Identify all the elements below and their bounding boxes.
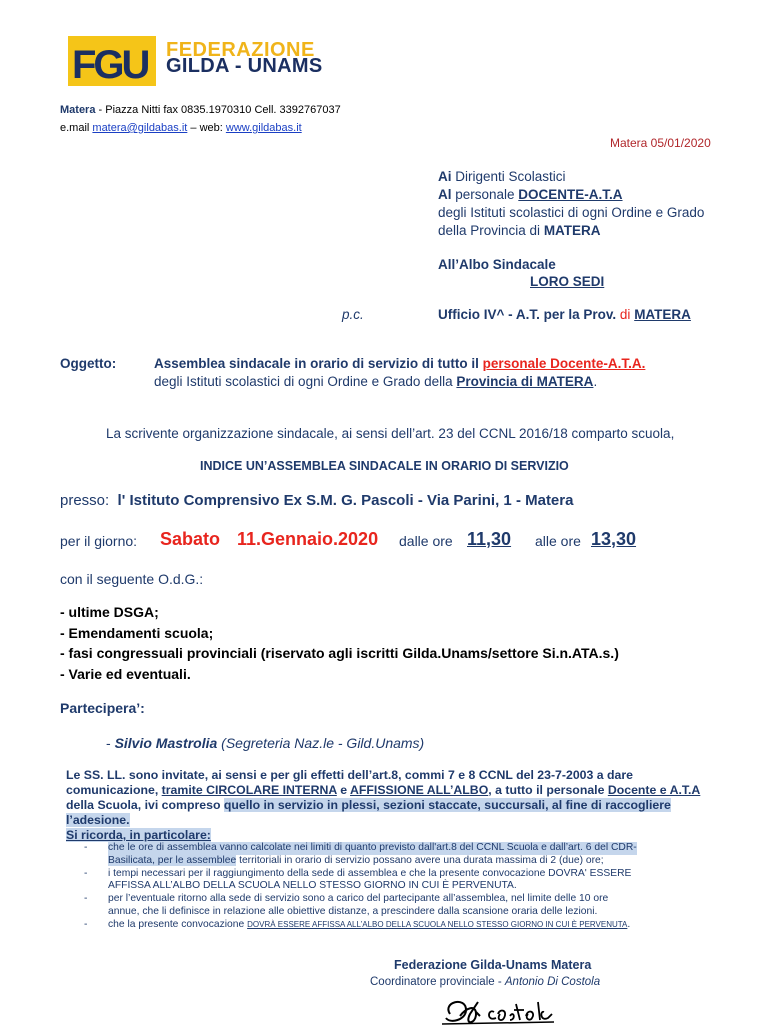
recipient-loro-sedi: LORO SEDI <box>530 274 605 289</box>
note-item: - che la presente convocazione DOVRÀ ESSERE AFFISSA ALL’ALBO DELLA SCUOLA NELLO STESSO GIORNO IN CUI È PERVENUTA. <box>84 918 631 930</box>
note-line: i tempi necessari per il raggiungimento della sede di assemblea e che la presente convocazione DOVRA' ESSERE <box>108 867 632 879</box>
ricorda-heading <box>66 828 700 843</box>
invito-line3 <box>66 798 700 813</box>
invito-scuola: della Scuola, ivi compreso <box>66 798 224 812</box>
giorno-date: 11.Gennaio.2020 <box>237 529 379 549</box>
fgu-logo-mark <box>68 36 156 86</box>
note-highlight: Basilicata, per le assemblee <box>108 854 237 866</box>
oggetto-label: Oggetto: <box>60 356 117 371</box>
speaker-line <box>106 735 424 751</box>
contact-web-line <box>60 122 302 134</box>
oggetto-personale: personale Docente-A.T.A. <box>482 356 646 371</box>
recipient-provincia-text: della Provincia di <box>438 223 544 238</box>
speaker-role: (Segreteria Naz.le - Gild.Unams) <box>217 735 425 751</box>
contact-city: Matera <box>60 104 96 116</box>
intro-paragraph: La scrivente organizzazione sindacale, ai sensi dell’art. 23 del CCNL 2016/18 comparto scuola, <box>106 426 675 441</box>
logo-text <box>166 39 323 77</box>
odg-item: - Emendamenti scuola; <box>60 624 214 641</box>
oggetto-line1 <box>154 356 645 371</box>
invito-line2 <box>66 783 700 798</box>
presso-label: presso: <box>60 492 110 509</box>
odg-item: - Varie ed eventuali. <box>60 665 191 682</box>
logo-mark-text: FGU <box>72 43 148 86</box>
recipient-personale <box>438 186 623 204</box>
note-caps-underlined: DOVRÀ ESSERE AFFISSA ALL’ALBO DELLA SCUOLA NELLO STESSO GIORNO IN CUI È PERVENUTA <box>247 919 628 929</box>
logo <box>68 36 156 86</box>
note-line: per l’eventuale ritorno alla sede di servizio sono a carico del partecipante all’assemblea, nel limite delle 10 ore <box>108 893 609 905</box>
email-label: e.mail <box>60 122 93 134</box>
note-line: annue, che li definisce in relazione alle obiettive distanze, a prescindere dalla scansione oraria delle lezioni. <box>108 905 598 917</box>
invito-affissione: AFFISSIONE ALL’ALBO <box>350 783 489 797</box>
signature-icon <box>436 994 596 1030</box>
alle-label: alle ore <box>535 533 581 549</box>
odg-item: - ultime DSGA; <box>60 604 159 620</box>
oggetto-istituti: degli Istituti scolastici di ogni Ordine e Grado della <box>154 374 457 389</box>
pc-label: p.c. <box>342 307 364 322</box>
invito-line1: Le SS. LL. sono invitate, ai sensi e per gli effetti dell’art.8, commi 7 e 8 CCNL del 23-7-2003 a dare <box>66 768 633 782</box>
note-item: - i tempi necessari per il raggiungimento della sede di assemblea e che la presente convocazione DOVRA' ESSERE AFFISSA ALL’ALBO DELLA SCUOLA NELLO STESSO GIORNO IN CUI È PERVENUTA. <box>108 868 637 894</box>
recipient-docente-ata: DOCENTE-A.T.A <box>518 187 623 202</box>
note-line: territoriali in orario di servizio possano avere una durata massima di 2 (due) ore; <box>236 854 604 866</box>
note-line: che la presente convocazione <box>108 918 248 930</box>
note-period: . <box>627 918 631 930</box>
presso-line <box>60 492 573 509</box>
ricorda-text: Si ricorda, in particolare: <box>66 828 211 842</box>
signature-name: Antonio Di Costola <box>504 976 601 988</box>
time-from: 11,30 <box>467 529 512 549</box>
invito-paragraph <box>66 768 700 843</box>
odg-item: - fasi congressuali provinciali (riservato agli iscritti Gilda.Unams/settore Si.n.ATA.s.) <box>60 645 619 661</box>
odg-list <box>60 602 619 684</box>
invito-docente-ata: Docente e A.T.A <box>607 783 701 797</box>
ufficio-matera: MATERA <box>634 307 691 322</box>
giorno-label: per il giorno: <box>60 533 138 549</box>
speaker-name: Silvio Mastrolia <box>114 735 218 751</box>
oggetto-text: Assemblea sindacale in orario di servizio di tutto il <box>154 356 483 371</box>
recipient-provincia <box>438 222 601 240</box>
contact-address: - Piazza Nitti fax 0835.1970310 Cell. 3392767037 <box>98 104 341 116</box>
giorno-day: Sabato <box>160 529 221 549</box>
letter-date: Matera 05/01/2020 <box>610 136 711 150</box>
note-line: che le ore di assemblea vanno calcolate nei limiti di quanto previsto dall'art.8 del CCNL Scuola e dall’art. 6 del CDR- <box>108 842 637 853</box>
ufficio-text: Ufficio IV^ - A.T. per la Prov. <box>438 307 620 322</box>
recipient-albo: All’Albo Sindacale <box>438 257 556 272</box>
email-link[interactable]: matera@gildabas.it <box>92 122 188 134</box>
speaker-dash: - <box>106 735 115 751</box>
logo-line1: FEDERAZIONE <box>166 39 315 61</box>
presso-value: l' Istituto Comprensivo Ex S.M. G. Pascoli - Via Parini, 1 - Matera <box>117 492 574 509</box>
time-to: 13,30 <box>591 529 637 549</box>
signature-role: Coordinatore provinciale - <box>370 976 505 988</box>
indice-heading: INDICE UN’ASSEMBLEA SINDACALE IN ORARIO DI SERVIZIO <box>200 459 569 473</box>
note-item: - che le ore di assemblea vanno calcolate nei limiti di quanto previsto dall'art.8 del CCNL Scuola e dall’art. 6 del CDR- Basilicata, per le assemblee territoriali in orario di servizio possano avere una durata massima di 2 (due) ore; <box>84 842 637 866</box>
handwritten-signature <box>436 994 596 1035</box>
oggetto-provincia: Provincia di MATERA <box>456 374 594 389</box>
recipient-ufficio <box>438 306 691 324</box>
invito-plessi: quello in servizio in plessi, sezioni staccate, succursali, al fine di raccogliere <box>223 798 671 812</box>
invito-circolare: tramite CIRCOLARE INTERNA <box>161 783 337 797</box>
recipient-ai: Ai <box>438 169 452 184</box>
invito-e: e <box>336 783 351 797</box>
recipient-matera: MATERA <box>543 223 601 238</box>
invito-adesione: l’adesione. <box>66 813 130 827</box>
note-item: - per l’eventuale ritorno alla sede di servizio sono a carico del partecipante all’assemblea, nel limite delle 10 ore annue, che li definisce in relazione alle obiettive distanze, a prescindere dalla scansione oraria delle lezioni. <box>108 893 637 919</box>
contact-line <box>60 104 341 116</box>
partecipera-label: Partecipera’: <box>60 700 145 716</box>
notes-list <box>84 842 637 932</box>
oggetto-period: . <box>593 374 598 389</box>
signature-role-line <box>370 976 600 988</box>
invito-personale: , a tutto il personale <box>488 783 608 797</box>
web-link[interactable]: www.gildabas.it <box>225 122 302 134</box>
recipient-personale-text: personale <box>451 187 519 202</box>
ufficio-di: di <box>619 307 635 322</box>
note-line: AFFISSA ALL’ALBO DELLA SCUOLA NELLO STESSO GIORNO IN CUI È PERVENUTA. <box>108 880 517 892</box>
invito-comunicazione: comunicazione, <box>66 783 162 797</box>
recipient-al: Al <box>438 187 452 202</box>
signature-org: Federazione Gilda-Unams Matera <box>394 958 592 972</box>
logo-line2: GILDA - UNAMS <box>166 55 323 77</box>
recipient-istituti: degli Istituti scolastici di ogni Ordine e Grado <box>438 205 705 220</box>
oggetto-line2 <box>154 374 597 389</box>
odg-intro: con il seguente O.d.G.: <box>60 571 204 587</box>
dalle-label: dalle ore <box>399 533 453 549</box>
invito-line4 <box>66 813 700 828</box>
web-label: – web: <box>187 122 226 134</box>
recipient-dirigenti-text: Dirigenti Scolastici <box>451 169 566 184</box>
recipient-dirigenti <box>438 168 566 186</box>
